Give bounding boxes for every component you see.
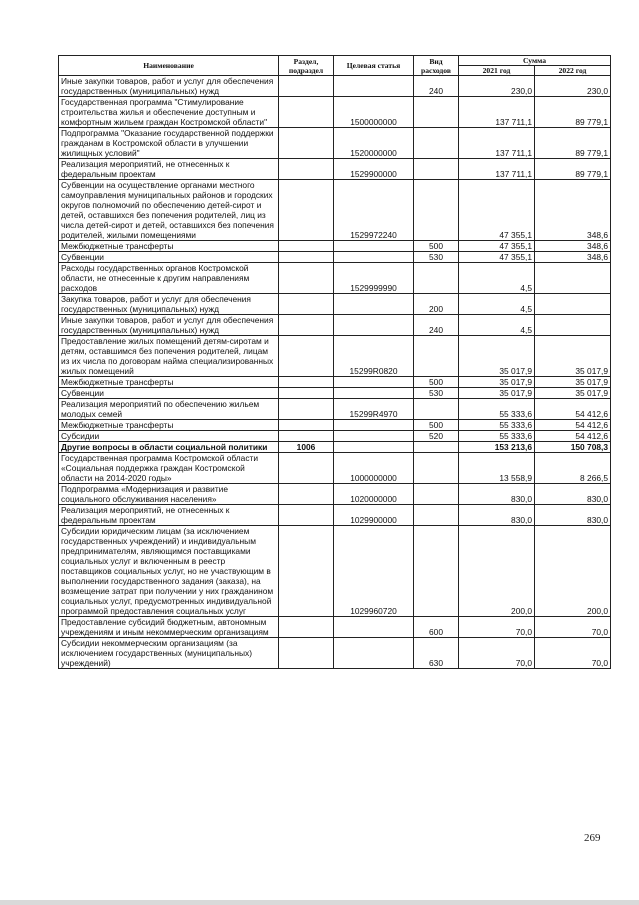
table-row [59,97,611,128]
cell-sum-2022 [535,315,611,336]
cell-sum-2022: 54 412,6 [535,420,611,431]
cell-type: 240 [414,76,459,97]
cell-sum-2021: 47 355,1 [459,180,535,241]
cell-sum-2022: 35 017,9 [535,377,611,388]
table-row [59,505,611,526]
table-row [59,388,611,399]
cell-name: Межбюджетные трансферты [59,420,279,431]
table-row [59,159,611,180]
cell-section [279,388,334,399]
cell-sum-2022: 348,6 [535,252,611,263]
cell-section [279,526,334,617]
cell-sum-2022: 200,0 [535,526,611,617]
table-row [59,484,611,505]
cell-name: Субвенции на осуществление органами местного самоуправления муниципальных районов и городских округов полномочий по обеспечению детей-сирот и детей, оставшихся без попечения родителей, лиц из числа детей-сирот и детей, оставшихся без попечения родителей, жилыми помещениями [59,180,279,241]
cell-name: Субсидии юридическим лицам (за исключением государственных учреждений) и индивидуальным предпринимателям, являющимся поставщиками социальных услуг и включенным в реестр поставщиков социальных услуг, но не участвующим в выполнении государственного задания (заказа), на возмещение затрат при получении у них гражданином социальных услуг, предусмотренных индивидуальной программой предоставления социальных услуг [59,526,279,617]
cell-section [279,128,334,159]
cell-sum-2021: 4,5 [459,263,535,294]
table-row [59,420,611,431]
page-number: 269 [584,832,601,844]
cell-target [334,377,414,388]
cell-name: Реализация мероприятий, не отнесенных к федеральным проектам [59,505,279,526]
cell-sum-2022: 830,0 [535,484,611,505]
cell-type: 630 [414,638,459,669]
cell-section [279,97,334,128]
cell-section [279,252,334,263]
cell-sum-2021: 153 213,6 [459,442,535,453]
cell-sum-2021: 35 017,9 [459,388,535,399]
cell-name: Иные закупки товаров, работ и услуг для обеспечения государственных (муниципальных) нужд [59,76,279,97]
cell-type: 500 [414,420,459,431]
cell-target: 15299R0820 [334,336,414,377]
cell-name: Государственная программа "Стимулирование строительства жилья и обеспечение доступным и комфортным жильем граждан Костромской области" [59,97,279,128]
cell-section [279,159,334,180]
cell-section [279,76,334,97]
cell-name: Межбюджетные трансферты [59,241,279,252]
cell-target [334,420,414,431]
cell-type [414,159,459,180]
cell-sum-2021: 55 333,6 [459,420,535,431]
cell-section [279,453,334,484]
cell-type: 530 [414,388,459,399]
cell-target [334,431,414,442]
cell-sum-2022 [535,263,611,294]
cell-type: 240 [414,315,459,336]
cell-section [279,241,334,252]
cell-sum-2022: 89 779,1 [535,159,611,180]
cell-name: Межбюджетные трансферты [59,377,279,388]
header-section: Раздел, подраздел [279,56,334,76]
cell-target [334,76,414,97]
header-year-2022: 2022 год [535,66,611,76]
table-row [59,315,611,336]
cell-target: 1529900000 [334,159,414,180]
cell-type [414,505,459,526]
cell-name: Субвенции [59,388,279,399]
table-row [59,399,611,420]
table-row [59,526,611,617]
cell-section [279,617,334,638]
cell-target [334,442,414,453]
cell-section [279,263,334,294]
cell-section [279,638,334,669]
table-row [59,76,611,97]
cell-sum-2022: 8 266,5 [535,453,611,484]
cell-name: Расходы государственных органов Костромской области, не отнесенные к другим направлениям расходов [59,263,279,294]
cell-sum-2022 [535,294,611,315]
cell-name: Предоставление субсидий бюджетным, автономным учреждениям и иным некоммерческим организациям [59,617,279,638]
table-row [59,263,611,294]
cell-section [279,336,334,377]
cell-sum-2021: 4,5 [459,315,535,336]
cell-section [279,399,334,420]
cell-name: Государственная программа Костромской области «Социальная поддержка граждан Костромской области на 2014-2020 годы» [59,453,279,484]
cell-target: 1029900000 [334,505,414,526]
header-sum: Сумма [459,56,611,66]
cell-type [414,97,459,128]
cell-target: 1000000000 [334,453,414,484]
cell-name: Реализация мероприятий по обеспечению жильем молодых семей [59,399,279,420]
header-year-2021: 2021 год [459,66,535,76]
cell-name: Иные закупки товаров, работ и услуг для обеспечения государственных (муниципальных) нужд [59,315,279,336]
table-row [59,431,611,442]
cell-sum-2022: 70,0 [535,638,611,669]
cell-section [279,377,334,388]
budget-table [58,55,611,669]
cell-target [334,388,414,399]
cell-sum-2022: 348,6 [535,180,611,241]
table-row [59,252,611,263]
table-header [59,56,611,76]
cell-name: Подпрограмма «Модернизация и развитие социального обслуживания населения» [59,484,279,505]
cell-target: 1529972240 [334,180,414,241]
cell-section [279,180,334,241]
cell-name: Субсидии некоммерческим организациям (за исключением государственных (муниципальных) учреждений) [59,638,279,669]
cell-sum-2021: 35 017,9 [459,377,535,388]
cell-name: Реализация мероприятий, не отнесенных к федеральным проектам [59,159,279,180]
table-row [59,180,611,241]
cell-name: Закупка товаров, работ и услуг для обеспечения государственных (муниципальных) нужд [59,294,279,315]
table-row [59,377,611,388]
cell-section [279,484,334,505]
cell-type: 200 [414,294,459,315]
cell-type [414,336,459,377]
table-row [59,453,611,484]
cell-sum-2021: 35 017,9 [459,336,535,377]
cell-sum-2022: 54 412,6 [535,399,611,420]
cell-type: 500 [414,377,459,388]
cell-section [279,420,334,431]
cell-target [334,294,414,315]
cell-type [414,128,459,159]
table-row [59,336,611,377]
cell-target: 15299R4970 [334,399,414,420]
cell-target [334,315,414,336]
cell-type [414,453,459,484]
cell-type [414,442,459,453]
cell-sum-2021: 70,0 [459,638,535,669]
cell-sum-2021: 47 355,1 [459,241,535,252]
cell-sum-2022: 54 412,6 [535,431,611,442]
header-type: Вид расходов [414,56,459,76]
cell-sum-2021: 70,0 [459,617,535,638]
cell-sum-2021: 55 333,6 [459,399,535,420]
cell-type [414,526,459,617]
cell-sum-2022: 35 017,9 [535,336,611,377]
cell-name: Другие вопросы в области социальной политики [59,442,279,453]
table-row [59,241,611,252]
cell-sum-2021: 4,5 [459,294,535,315]
cell-name: Предоставление жилых помещений детям-сиротам и детям, оставшимся без попечения родителей, лицам из их числа по договорам найма специализированных жилых помещений [59,336,279,377]
cell-target: 1020000000 [334,484,414,505]
cell-section [279,505,334,526]
cell-sum-2021: 55 333,6 [459,431,535,442]
cell-type: 500 [414,241,459,252]
cell-type [414,484,459,505]
table-row [59,442,611,453]
cell-target: 1500000000 [334,97,414,128]
cell-name: Субсидии [59,431,279,442]
cell-sum-2021: 137 711,1 [459,97,535,128]
cell-sum-2021: 200,0 [459,526,535,617]
cell-target: 1029960720 [334,526,414,617]
cell-section: 1006 [279,442,334,453]
cell-sum-2021: 830,0 [459,505,535,526]
cell-sum-2022: 230,0 [535,76,611,97]
cell-type [414,399,459,420]
cell-sum-2022: 89 779,1 [535,97,611,128]
cell-target [334,638,414,669]
cell-name: Подпрограмма "Оказание государственной поддержки гражданам в Костромской области в улучшении жилищных условий" [59,128,279,159]
cell-sum-2021: 137 711,1 [459,128,535,159]
cell-name: Субвенции [59,252,279,263]
header-target: Целевая статья [334,56,414,76]
cell-sum-2022: 35 017,9 [535,388,611,399]
cell-type: 600 [414,617,459,638]
cell-type: 520 [414,431,459,442]
cell-sum-2021: 13 558,9 [459,453,535,484]
table-row [59,294,611,315]
cell-section [279,315,334,336]
cell-sum-2022: 150 708,3 [535,442,611,453]
table-row [59,128,611,159]
table-row [59,617,611,638]
cell-sum-2022: 89 779,1 [535,128,611,159]
cell-sum-2021: 230,0 [459,76,535,97]
cell-target: 1529999990 [334,263,414,294]
cell-sum-2022: 348,6 [535,241,611,252]
cell-section [279,431,334,442]
cell-type [414,263,459,294]
cell-target [334,252,414,263]
cell-sum-2022: 70,0 [535,617,611,638]
cell-target [334,241,414,252]
scan-bottom-edge [0,900,639,905]
cell-section [279,294,334,315]
cell-sum-2021: 830,0 [459,484,535,505]
cell-type [414,180,459,241]
cell-sum-2021: 137 711,1 [459,159,535,180]
cell-type: 530 [414,252,459,263]
cell-sum-2021: 47 355,1 [459,252,535,263]
header-name: Наименование [59,56,279,76]
table-body [59,76,611,669]
cell-sum-2022: 830,0 [535,505,611,526]
table-row [59,638,611,669]
cell-target: 1520000000 [334,128,414,159]
cell-target [334,617,414,638]
